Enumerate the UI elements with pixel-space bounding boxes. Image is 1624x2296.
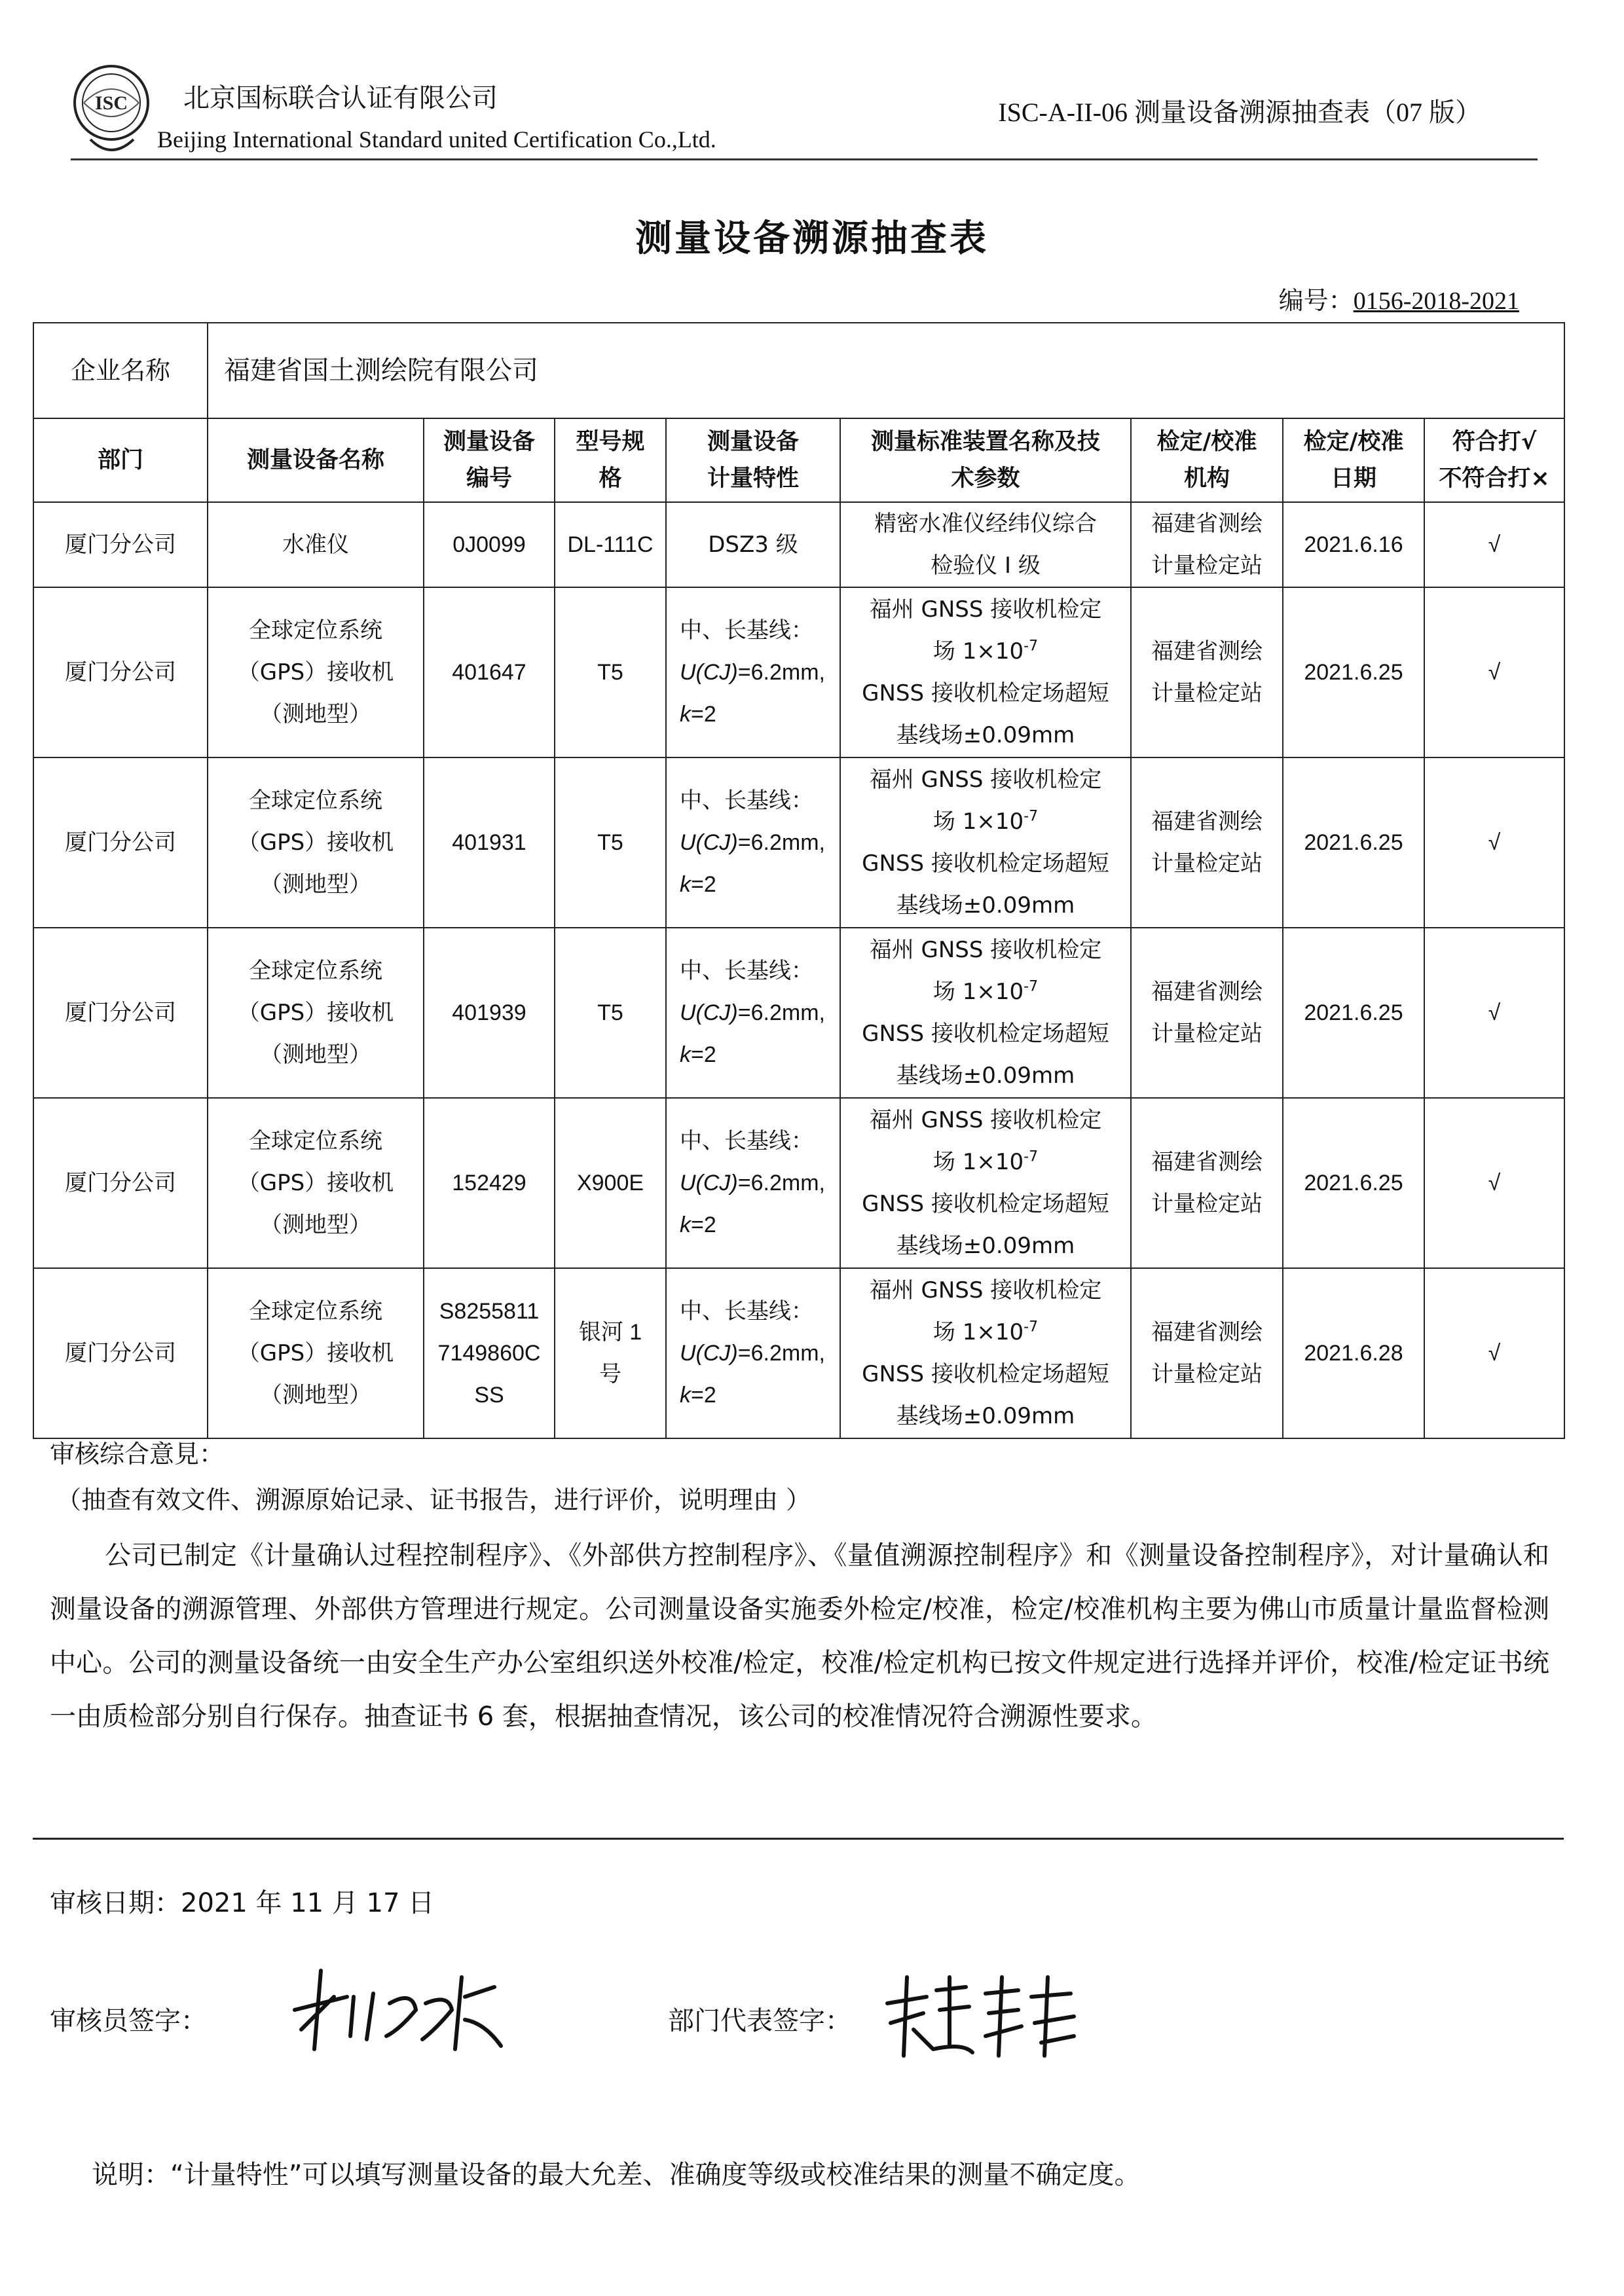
cell-name xyxy=(208,587,424,757)
standard-line: 福州 GNSS 接收机检定 xyxy=(869,767,1102,793)
cell-model xyxy=(555,502,666,587)
cell-line: S8255811 xyxy=(439,1299,540,1324)
spec-k-label: k xyxy=(680,872,691,897)
table-row xyxy=(33,928,1564,1098)
cell-line: T5 xyxy=(597,830,623,855)
column-header-agency xyxy=(1131,418,1283,502)
cell-name xyxy=(208,928,424,1098)
spec-k-label: k xyxy=(680,1212,691,1237)
spec-k-value: =2 xyxy=(691,1042,716,1067)
spec-line-coverage xyxy=(680,864,837,905)
cell-standard xyxy=(840,1268,1131,1438)
review-date: 审核日期：2021 年 11 月 17 日 xyxy=(50,1888,435,1918)
department-rep-signature-label: 部门代表签字： xyxy=(668,2006,851,2036)
standard-line: 福州 GNSS 接收机检定 xyxy=(869,937,1102,963)
cell-spec xyxy=(666,587,840,757)
cell-standard xyxy=(840,757,1131,928)
cell-line: （GPS）接收机 xyxy=(237,1340,394,1366)
column-header-standard xyxy=(840,418,1131,502)
cell-result: √ xyxy=(1424,1098,1564,1268)
column-header-line: 检定/校准 xyxy=(1303,429,1404,455)
cell-date: 2021.6.25 xyxy=(1283,587,1424,757)
column-header-result xyxy=(1424,418,1564,502)
cell-line: 福建省测绘 xyxy=(1151,809,1263,835)
cell-line: （测地型） xyxy=(260,1042,371,1068)
cell-line: 计量检定站 xyxy=(1151,680,1263,706)
cell-line: （测地型） xyxy=(260,871,371,898)
standard-accuracy-exponent: -7 xyxy=(1024,1319,1039,1336)
reviewer-signature-label: 审核员签字： xyxy=(50,2006,207,2036)
standard-line: 基线场±0.09mm xyxy=(896,722,1075,748)
spec-u-value: =6.2mm, xyxy=(737,1341,825,1366)
cell-line: 全球定位系统 xyxy=(249,617,382,644)
cell-result: √ xyxy=(1424,928,1564,1098)
cell-dept: 厦门分公司 xyxy=(33,502,208,587)
cell-id xyxy=(424,928,555,1098)
cell-spec xyxy=(666,928,840,1098)
cell-date: 2021.6.25 xyxy=(1283,757,1424,928)
standard-line: GNSS 接收机检定场超短 xyxy=(862,1021,1109,1047)
cell-date: 2021.6.28 xyxy=(1283,1268,1424,1438)
standard-line: GNSS 接收机检定场超短 xyxy=(862,850,1109,877)
standard-line xyxy=(843,1141,1128,1183)
org-name-cn: 北京国标联合认证有限公司 xyxy=(183,83,498,113)
standard-accuracy: 场 1×10 xyxy=(932,1319,1024,1345)
spec-line-uncertainty xyxy=(680,1162,837,1204)
standard-line: 基线场±0.09mm xyxy=(896,1233,1075,1259)
cell-dept: 厦门分公司 xyxy=(33,1268,208,1438)
cell-name xyxy=(208,502,424,587)
cell-line: 全球定位系统 xyxy=(249,958,382,984)
cell-line: 0J0099 xyxy=(452,532,526,557)
cell-line: 152429 xyxy=(452,1171,526,1195)
standard-line: 基线场±0.09mm xyxy=(896,892,1075,919)
column-header-date xyxy=(1283,418,1424,502)
spec-line-uncertainty xyxy=(680,822,837,864)
table-row xyxy=(33,502,1564,587)
spec-u-value: =6.2mm, xyxy=(737,660,825,685)
isc-logo xyxy=(71,62,156,160)
table-row xyxy=(33,1268,1564,1438)
cell-line: 计量检定站 xyxy=(1151,1361,1263,1387)
cell-line: 水准仪 xyxy=(282,532,349,558)
column-header-name xyxy=(208,418,424,502)
cell-line: （GPS）接收机 xyxy=(237,659,394,685)
cell-line: （GPS）接收机 xyxy=(237,829,394,856)
column-header-line: 日期 xyxy=(1330,465,1376,492)
column-header-line: 测量标准装置名称及技 xyxy=(870,429,1100,455)
equipment-table xyxy=(33,322,1565,1439)
standard-line: GNSS 接收机检定场超短 xyxy=(862,1361,1109,1387)
cell-line: （GPS）接收机 xyxy=(237,1170,394,1196)
cell-model xyxy=(555,1098,666,1268)
cell-line: 计量检定站 xyxy=(1151,1021,1263,1047)
table-row xyxy=(33,587,1564,757)
cell-line: 7149860C xyxy=(437,1341,541,1366)
cell-line: （测地型） xyxy=(260,1212,371,1238)
cell-line: （GPS）接收机 xyxy=(237,1000,394,1026)
cell-line: 福建省测绘 xyxy=(1151,979,1263,1005)
table-header-row xyxy=(33,418,1564,502)
standard-accuracy: 场 1×10 xyxy=(932,638,1024,665)
column-header-line: 部门 xyxy=(97,447,143,473)
column-header-line: 术参数 xyxy=(951,465,1020,492)
spec-u-value: =6.2mm, xyxy=(737,1171,825,1195)
opinion-body: 公司已制定《计量确认过程控制程序》、《外部供方控制程序》、《量值溯源控制程序》和《测量设备控制程序》，对计量确认和测量设备的溯源管理、外部供方管理进行规定。公司测量设备实施委外检定/校准，检定/校准机构主要为佛山市质量计量监督检测中心。公司的测量设备统一由安全生产办公室组织送外校准/检定，校准/检定机构已按文件规定进行选择并评价，校准/检定证书统一由质检部分别自行保存。抽查证书 6 套，根据抽查情况，该公司的校准情况符合溯源性要求。 xyxy=(50,1540,1549,1732)
cell-line: （测地型） xyxy=(260,1382,371,1408)
spec-line-baseline: 中、长基线： xyxy=(680,788,813,814)
cell-model xyxy=(555,1268,666,1438)
spec-k-label: k xyxy=(680,702,691,727)
standard-accuracy: 场 1×10 xyxy=(932,809,1024,835)
column-header-line: 格 xyxy=(599,465,622,492)
standard-line xyxy=(843,971,1128,1013)
column-header-id xyxy=(424,418,555,502)
cell-line: 计量检定站 xyxy=(1151,1191,1263,1217)
standard-line xyxy=(843,801,1128,843)
standard-line: 福州 GNSS 接收机检定 xyxy=(869,1277,1102,1303)
spec-line-baseline: 中、长基线： xyxy=(680,617,813,644)
column-header-model xyxy=(555,418,666,502)
column-header-line: 检定/校准 xyxy=(1156,429,1257,455)
standard-accuracy-exponent: -7 xyxy=(1024,978,1039,995)
cell-spec xyxy=(666,1098,840,1268)
table-row xyxy=(33,1098,1564,1268)
cell-standard xyxy=(840,1098,1131,1268)
spec-k-label: k xyxy=(680,1383,691,1408)
cell-line: 检验仪 I 级 xyxy=(931,553,1041,579)
spec-u-label: U(CJ) xyxy=(680,1000,738,1025)
spec-u-label: U(CJ) xyxy=(680,830,738,855)
standard-accuracy: 场 1×10 xyxy=(932,1149,1024,1175)
enterprise-value: 福建省国土测绘院有限公司 xyxy=(208,323,1564,418)
reviewer-signature xyxy=(275,1958,524,2056)
table-row xyxy=(33,757,1564,928)
standard-accuracy-exponent: -7 xyxy=(1024,1148,1039,1165)
cell-id xyxy=(424,1098,555,1268)
cell-agency xyxy=(1131,757,1283,928)
standard-line: 基线场±0.09mm xyxy=(896,1403,1075,1429)
column-header-line: 测量设备名称 xyxy=(246,447,384,473)
cell-dept: 厦门分公司 xyxy=(33,1098,208,1268)
footnote: 说明：“计量特性”可以填写测量设备的最大允差、准确度等级或校准结果的测量不确定度。 xyxy=(92,2160,1141,2190)
cell-line: 401939 xyxy=(452,1000,526,1025)
spec-line-coverage xyxy=(680,1204,837,1246)
cell-line: SS xyxy=(474,1383,504,1408)
cell-agency xyxy=(1131,502,1283,587)
spec-u-value: =6.2mm, xyxy=(737,830,825,855)
cell-id xyxy=(424,587,555,757)
cell-agency xyxy=(1131,1098,1283,1268)
spec-k-value: =2 xyxy=(691,1383,716,1408)
cell-standard xyxy=(840,928,1131,1098)
spec-k-value: =2 xyxy=(691,702,716,727)
standard-accuracy: 场 1×10 xyxy=(932,979,1024,1005)
spec-k-label: k xyxy=(680,1042,691,1067)
cell-line: 计量检定站 xyxy=(1151,850,1263,877)
cell-line: 401647 xyxy=(452,660,526,685)
logo-text: ISC xyxy=(94,92,128,114)
cell-line: T5 xyxy=(597,1000,623,1025)
cell-result: √ xyxy=(1424,502,1564,587)
column-header-line: 符合打√ xyxy=(1452,429,1537,455)
cell-line: 福建省测绘 xyxy=(1151,511,1263,537)
cell-name xyxy=(208,1098,424,1268)
column-header-line: 不符合打× xyxy=(1439,465,1550,492)
cell-id xyxy=(424,757,555,928)
column-header-line: 型号规 xyxy=(576,429,645,455)
document-title: 测量设备溯源抽查表 xyxy=(635,217,989,260)
standard-line: 福州 GNSS 接收机检定 xyxy=(869,596,1102,623)
column-header-dept xyxy=(33,418,208,502)
cell-date: 2021.6.25 xyxy=(1283,1098,1424,1268)
cell-dept: 厦门分公司 xyxy=(33,757,208,928)
cell-line: 号 xyxy=(599,1362,621,1387)
standard-line: 基线场±0.09mm xyxy=(896,1063,1075,1089)
cell-spec: DSZ3 级 xyxy=(666,502,840,587)
cell-line: 福建省测绘 xyxy=(1151,1319,1263,1345)
cell-agency xyxy=(1131,587,1283,757)
cell-result: √ xyxy=(1424,1268,1564,1438)
spec-line-baseline: 中、长基线： xyxy=(680,1128,813,1154)
cell-spec xyxy=(666,757,840,928)
form-code: ISC-A-II-06 测量设备溯源抽查表（07 版） xyxy=(998,98,1481,127)
cell-standard xyxy=(840,502,1131,587)
cell-agency xyxy=(1131,1268,1283,1438)
spec-u-label: U(CJ) xyxy=(680,1341,738,1366)
column-header-line: 编号 xyxy=(466,465,512,492)
column-header-line: 机构 xyxy=(1183,465,1230,492)
column-header-spec xyxy=(666,418,840,502)
cell-result: √ xyxy=(1424,757,1564,928)
spec-line-coverage xyxy=(680,1034,837,1076)
cell-id xyxy=(424,502,555,587)
spec-u-label: U(CJ) xyxy=(680,660,738,685)
cell-model xyxy=(555,587,666,757)
spec-line-uncertainty xyxy=(680,1332,837,1374)
enterprise-row xyxy=(33,323,1564,418)
serial-label: 编号： xyxy=(1278,287,1354,315)
org-name-en: Beijing International Standard united Certification Co.,Ltd. xyxy=(157,126,716,153)
cell-name xyxy=(208,1268,424,1438)
cell-result: √ xyxy=(1424,587,1564,757)
spec-line-uncertainty xyxy=(680,992,837,1034)
standard-line: 福州 GNSS 接收机检定 xyxy=(869,1107,1102,1133)
standard-line: GNSS 接收机检定场超短 xyxy=(862,680,1109,706)
cell-date: 2021.6.25 xyxy=(1283,928,1424,1098)
column-header-line: 测量设备 xyxy=(707,429,799,455)
spec-k-value: =2 xyxy=(691,872,716,897)
serial-number xyxy=(1279,280,1519,316)
cell-standard xyxy=(840,587,1131,757)
cell-dept: 厦门分公司 xyxy=(33,587,208,757)
cell-dept: 厦门分公司 xyxy=(33,928,208,1098)
serial-value: 0156-2018-2021 xyxy=(1353,287,1519,315)
opinion-label: 审核综合意見： xyxy=(50,1440,225,1468)
cell-line: 全球定位系统 xyxy=(249,788,382,814)
standard-line: GNSS 接收机检定场超短 xyxy=(862,1191,1109,1217)
cell-spec xyxy=(666,1268,840,1438)
cell-line: DL-111C xyxy=(567,532,654,557)
cell-line: T5 xyxy=(597,660,623,685)
cell-id xyxy=(424,1268,555,1438)
cell-model xyxy=(555,928,666,1098)
cell-line: 福建省测绘 xyxy=(1151,1149,1263,1175)
spec-line-coverage xyxy=(680,1374,837,1416)
cell-line: X900E xyxy=(576,1171,644,1195)
spec-line-uncertainty xyxy=(680,651,837,693)
column-header-line: 计量特性 xyxy=(707,465,799,492)
cell-line: 精密水准仪经纬仪综合 xyxy=(874,511,1097,537)
standard-accuracy-exponent: -7 xyxy=(1024,808,1039,825)
spec-k-value: =2 xyxy=(691,1212,716,1237)
standard-line xyxy=(843,630,1128,672)
cell-line: （测地型） xyxy=(260,701,371,727)
column-header-line: 测量设备 xyxy=(443,429,535,455)
cell-line: 计量检定站 xyxy=(1151,553,1263,579)
standard-line xyxy=(843,1311,1128,1353)
cell-agency xyxy=(1131,928,1283,1098)
spec-line-baseline: 中、长基线： xyxy=(680,1298,813,1324)
spec-line-baseline: 中、长基线： xyxy=(680,958,813,984)
cell-line: 全球定位系统 xyxy=(249,1128,382,1154)
cell-line: 福建省测绘 xyxy=(1151,638,1263,665)
spec-line-coverage xyxy=(680,693,837,735)
spec-u-label: U(CJ) xyxy=(680,1171,738,1195)
enterprise-label: 企业名称 xyxy=(33,323,208,418)
cell-model xyxy=(555,757,666,928)
header-divider xyxy=(71,158,1538,160)
opinion-hint: （抽查有效文件、溯源原始记录、证书报告，进行评价，说明理由 ） xyxy=(56,1485,811,1514)
spec-u-value: =6.2mm, xyxy=(737,1000,825,1025)
cell-date: 2021.6.16 xyxy=(1283,502,1424,587)
department-rep-signature xyxy=(877,1964,1087,2062)
standard-accuracy-exponent: -7 xyxy=(1024,638,1039,655)
cell-line: 401931 xyxy=(452,830,526,855)
cell-line: 银河 1 xyxy=(578,1320,642,1345)
section-divider xyxy=(33,1838,1564,1840)
cell-name xyxy=(208,757,424,928)
cell-line: 全球定位系统 xyxy=(249,1298,382,1324)
